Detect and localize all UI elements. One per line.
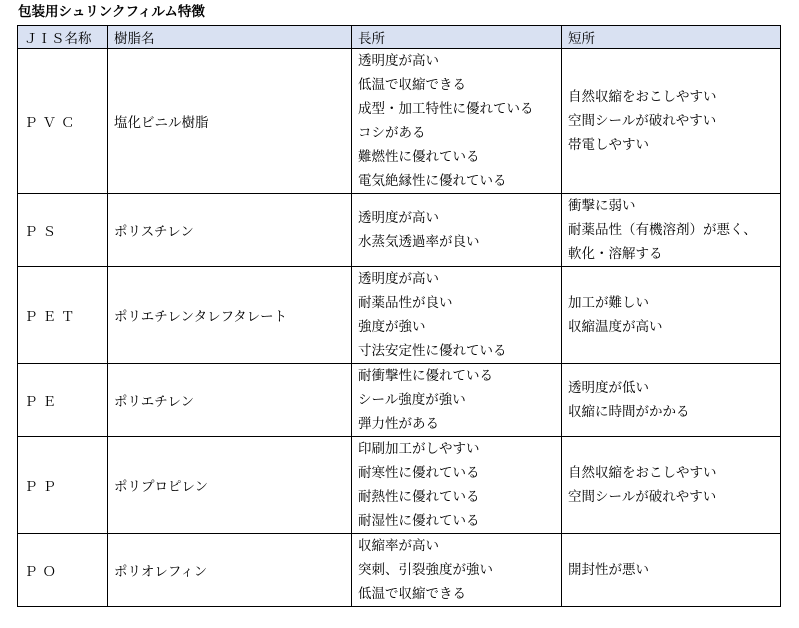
merit-item: 弾力性がある [358,416,439,432]
demerit-item: 開封性が悪い [568,562,649,578]
jis-code-cell: ＰＥ [18,364,108,437]
table-row [18,437,781,534]
demerit-item: 空間シールが破れやすい [568,113,717,129]
demerit-item: 耐薬品性（有機溶剤）が悪く、 [568,222,757,238]
merits-cell [352,437,562,534]
demerit-item: 衝撃に弱い [568,198,636,214]
merit-item: 耐湿性に優れている [358,513,480,529]
merit-item: 水蒸気透過率が良い [358,234,480,250]
demerits-cell [562,534,781,607]
demerits-cell [562,194,781,267]
merit-item: 透明度が高い [358,271,439,287]
header-merits: 長所 [352,26,562,49]
demerit-item: 収縮に時間がかかる [568,404,690,420]
merit-item: シール強度が強い [358,392,466,408]
header-jis-name: ＪＩＳ名称 [18,26,108,49]
merit-item: 透明度が高い [358,53,439,69]
merits-cell [352,49,562,194]
jis-code-cell: ＰＶＣ [18,49,108,194]
page-title: 包装用シュリンクフィルム特徴 [18,4,205,20]
merit-item: 低温で収縮できる [358,586,466,602]
resin-name-cell: ポリエチレン [108,364,352,437]
header-row [18,26,781,49]
demerits-cell [562,49,781,194]
merit-item: 耐寒性に優れている [358,465,480,481]
merit-item: 低温で収縮できる [358,77,466,93]
demerit-item: 自然収縮をおこしやすい [568,89,717,105]
merits-cell [352,267,562,364]
jis-code-cell: ＰＯ [18,534,108,607]
merit-item: 電気絶縁性に優れている [358,173,507,189]
table-row [18,364,781,437]
table-row [18,534,781,607]
merit-item: 耐薬品性が良い [358,295,453,311]
table-header [18,26,781,49]
header-demerits: 短所 [562,26,781,49]
demerit-item: 軟化・溶解する [568,246,663,262]
table-row [18,49,781,194]
merit-item: 強度が強い [358,319,426,335]
resin-name-cell: ポリオレフィン [108,534,352,607]
merit-item: 収縮率が高い [358,538,439,554]
merit-item: 透明度が高い [358,210,439,226]
resin-name-cell: ポリエチレンタレフタレート [108,267,352,364]
demerit-item: 帯電しやすい [568,137,649,153]
merit-item: 寸法安定性に優れている [358,343,507,359]
header-resin-name: 樹脂名 [108,26,352,49]
resin-name-cell: ポリプロピレン [108,437,352,534]
demerit-item: 加工が難しい [568,295,649,311]
merits-cell [352,534,562,607]
merit-item: 難燃性に優れている [358,149,480,165]
merit-item: 印刷加工がしやすい [358,441,480,457]
demerit-item: 空間シールが破れやすい [568,489,717,505]
demerits-cell [562,364,781,437]
merits-cell [352,194,562,267]
jis-code-cell: ＰＰ [18,437,108,534]
merit-item: 成型・加工特性に優れている [358,101,534,117]
merit-item: 耐熱性に優れている [358,489,480,505]
demerit-item: 透明度が低い [568,380,649,396]
table-body [18,49,781,607]
demerits-cell [562,267,781,364]
jis-code-cell: ＰＳ [18,194,108,267]
merit-item: 突刺、引裂強度が強い [358,562,493,578]
demerit-item: 自然収縮をおこしやすい [568,465,717,481]
merit-item: 耐衝撃性に優れている [358,368,493,384]
demerit-item: 収縮温度が高い [568,319,663,335]
merit-item: コシがある [358,125,426,141]
merits-cell [352,364,562,437]
table-row [18,194,781,267]
resin-name-cell: ポリスチレン [108,194,352,267]
resin-name-cell: 塩化ビニル樹脂 [108,49,352,194]
jis-code-cell: ＰＥＴ [18,267,108,364]
demerits-cell [562,437,781,534]
shrink-film-table [17,25,781,607]
table-row [18,267,781,364]
